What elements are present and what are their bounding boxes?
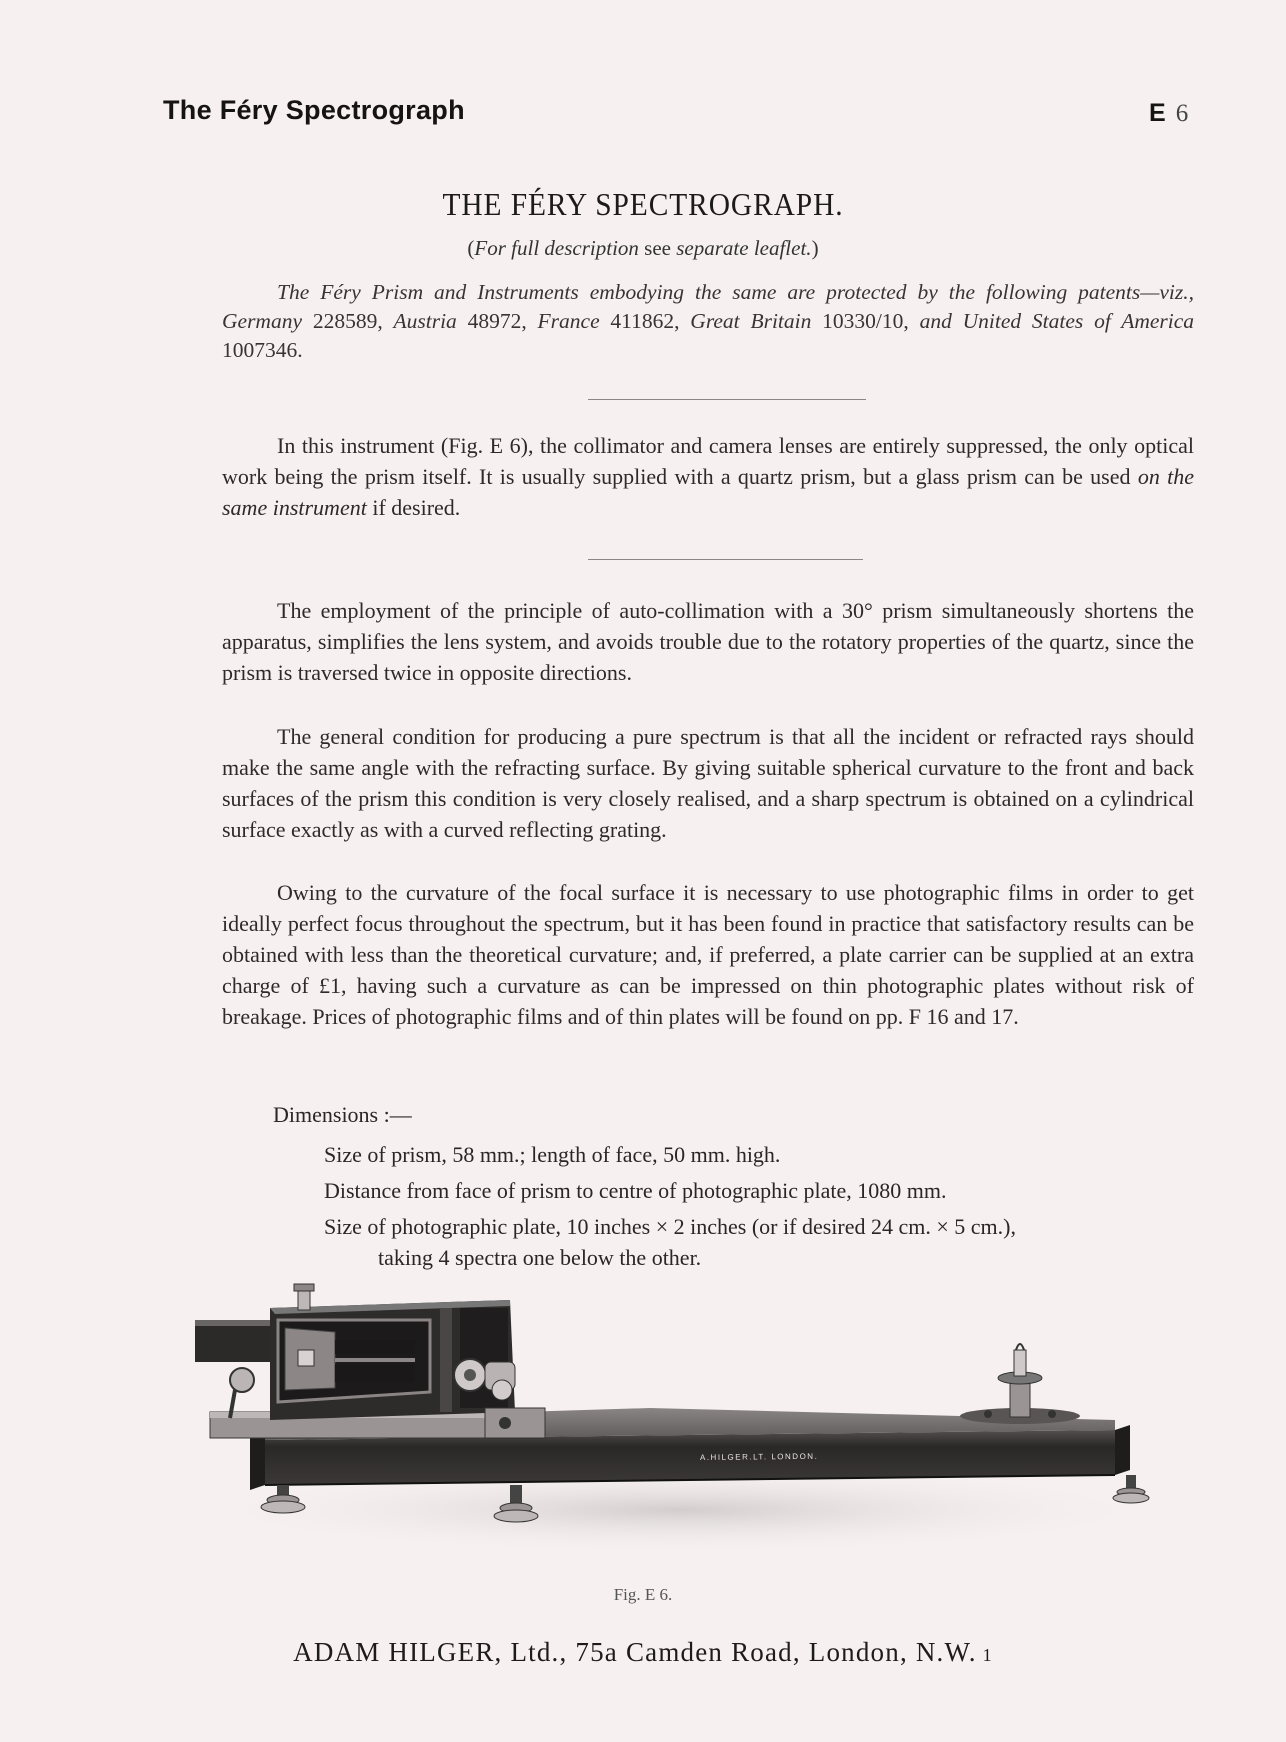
publisher-address: ADAM HILGER, Ltd., 75a Camden Road, London, N.W. xyxy=(293,1637,977,1667)
patent-country: France xyxy=(537,309,600,333)
dimension-item: Distance from face of prism to centre of photographic plate, 1080 mm. xyxy=(324,1178,947,1203)
patents-intro: The Féry Prism and Instruments embodying the same are protected by the following patents—viz., xyxy=(277,280,1194,304)
page-title: THE FÉRY SPECTROGRAPH. xyxy=(442,186,844,222)
figure-caption: Fig. E 6. xyxy=(613,1585,673,1604)
page-number xyxy=(1149,98,1188,128)
paragraph-text: if desired. xyxy=(366,495,461,520)
patents-paragraph: The Féry Prism and Instruments embodying the same are protected by the following patents—viz., Germany 228589, Austria 48972, France 411862, Great Britain 10330/10, and United States of America 1007346. xyxy=(222,280,1195,362)
section-divider xyxy=(588,559,863,560)
dimension-item: Size of prism, 58 mm.; length of face, 50 mm. high. xyxy=(324,1142,781,1167)
paragraph-pure-spectrum: The general condition for producing a pure spectrum is that all the incident or refracted rays should make the same angle with the refracting surface. By giving suitable spherical curvature to the front and back surfaces of the prism this condition is very closely realised, and a sharp spectrum is obtained on a cylindrical surface exactly as with a curved reflecting grating. xyxy=(222,724,1194,842)
rail-end xyxy=(1115,1425,1130,1475)
patent-country: Great Britain xyxy=(690,309,812,333)
camera-body xyxy=(270,1300,515,1420)
dimension-item: Size of photographic plate, 10 inches × 2 inches (or if desired 24 cm. × 5 cm.), xyxy=(324,1214,1016,1239)
patent-number: 411862 xyxy=(610,309,675,333)
prism-mount xyxy=(960,1344,1080,1424)
paragraph-auto-collimation: The employment of the principle of auto-collimation with a 30° prism simultaneously shortens the apparatus, simplifies the lens system, and avoids trouble due to the rotatory properties of the quartz, since the prism is traversed twice in opposite directions. xyxy=(222,598,1194,685)
patent-country: United States of America xyxy=(962,309,1195,333)
patent-number: 1007346 xyxy=(222,338,298,362)
maker-mark: A.HILGER.LT. LONDON. xyxy=(699,1451,819,1462)
running-header-title: The Féry Spectrograph xyxy=(163,95,465,125)
patent-number: 228589 xyxy=(312,309,378,333)
carriage-block xyxy=(485,1408,545,1438)
publisher-footer xyxy=(0,1637,1286,1668)
subtitle-paren-close: ) xyxy=(811,236,819,260)
subtitle-paren-open: ( xyxy=(467,236,475,260)
paragraph-text: In this instrument (Fig. E 6), the collimator and camera lenses are entirely suppressed, the only optical work being the prism itself. It is usually supplied with a quartz prism, but a glass prism can be used xyxy=(222,433,1194,489)
paragraph-emphasis: on the same instrument xyxy=(222,464,1194,520)
subtitle-plain: see xyxy=(638,236,677,260)
subtitle-italic-1: For full description xyxy=(474,236,639,260)
patent-number: 48972 xyxy=(467,309,522,333)
subtitle xyxy=(0,236,1286,261)
patent-country: Germany xyxy=(222,309,303,333)
postal-district: 1 xyxy=(982,1645,993,1665)
paragraph-focal-surface: Owing to the curvature of the focal surface it is necessary to use photographic films in order to get ideally perfect focus throughout the spectrum, but it has been found in practice that satisfactory results can be obtained with less than the theoretical curvature; and, if preferred, a plate carrier can be supplied at an extra charge of £1, having such a curvature as can be impressed on thin photographic plates without risk of breakage. Prices of photographic films and of thin plates will be found on pp. F 16 and 17. xyxy=(222,880,1194,1029)
clamp-screw xyxy=(499,1417,511,1429)
dimension-item-continuation: taking 4 spectra one below the other. xyxy=(378,1245,702,1270)
patents-and: and xyxy=(919,309,952,333)
patent-country: Austria xyxy=(393,309,457,333)
paragraph-instrument xyxy=(222,430,1194,523)
top-adjustment-screw xyxy=(294,1284,314,1310)
page-section-number: 6 xyxy=(1175,100,1189,127)
section-divider xyxy=(588,399,866,400)
spectrograph-illustration xyxy=(180,1280,1180,1550)
page-section-letter: E xyxy=(1149,99,1166,127)
patent-number: 10330/10 xyxy=(822,309,904,333)
subtitle-italic-2: separate leaflet. xyxy=(676,236,812,260)
dimensions-heading: Dimensions :— xyxy=(273,1102,412,1127)
